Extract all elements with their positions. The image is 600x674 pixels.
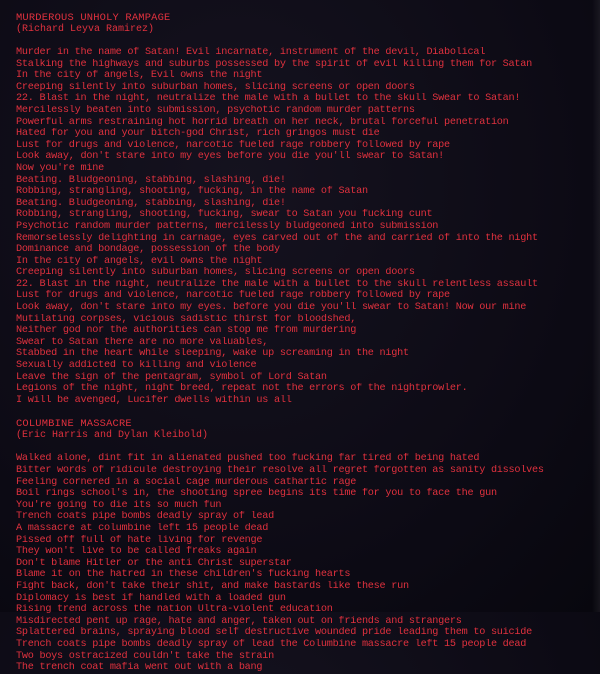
lyric-line: Splattered brains, spraying blood self destructive wounded pride leading them to suicide [16,627,532,639]
song-title: MURDEROUS UNHOLY RAMPAGE [16,12,171,24]
lyric-line: In the city of angels, evil owns the night [16,255,263,267]
lyric-line: Diplomacy is best if handled with a loaded gun [16,592,286,604]
lyric-line: Blame it on the hatred in these children's fucking hearts [16,569,351,581]
lyric-line: Robbing, strangling, shooting, fucking, swear to Satan you fucking cunt [16,209,433,221]
lyric-line: Stabbed in the heart while sleeping, wake up screaming in the night [16,348,409,360]
lyric-line: Leave the sign of the pentagram, symbol of Lord Satan [16,371,327,383]
lyric-line: Swear to Satan there are no more valuables, [16,336,269,348]
lyric-line: Two boys ostracized couldn't take the strain [16,650,274,662]
lyric-line: Dominance and bondage, possession of the body [16,244,280,256]
lyric-line: Boil rings school's in, the shooting spree begins its time for you to face the gun [16,488,497,500]
lyric-line: Powerful arms restraining hot horrid breath on her neck, brutal forceful penetration [16,116,509,128]
lyric-line: I will be avenged, Lucifer dwells within us all [16,394,292,406]
lyric-line: Neither god nor the authorities can stop me from murdering [16,325,357,337]
lyric-line: Hated for you and your bitch-god Christ, rich gringos must die [16,128,380,140]
lyric-line: Legions of the night, night breed, repeat not the errors of the nightprowler. [16,383,468,395]
lyric-line: 22. Blast in the night, neutralize the male with a bullet to the skull relentless assault [16,278,538,290]
lyric-line: Lust for drugs and violence, narcotic fueled rage robbery followed by rape [16,139,450,151]
lyric-line: Look away, don't stare into my eyes before you die you'll swear to Satan! [16,151,445,163]
lyric-line: Rising trend across the nation Ultra-violent education [16,604,333,616]
lyric-line: Beating. Bludgeoning, stabbing, slashing, die! [16,197,286,209]
lyric-line: Remorselessly delighting in carnage, eyes carved out of the and carried of into the night [16,232,538,244]
lyric-line: Robbing, strangling, shooting, fucking, in the name of Satan [16,186,368,198]
booklet-crease [592,0,600,612]
lyric-line: A massacre at columbine left 15 people dead [16,522,269,534]
lyric-line: Mercilessly beaten into submission, psychotic random murder patterns [16,104,415,116]
lyric-line: Mutilating corpses, vicious sadistic thirst for bloodshed, [16,313,357,325]
lyrics-list [16,47,591,406]
lyric-line: Misdirected pent up rage, hate and anger, taken out on friends and strangers [16,615,462,627]
lyrics-page [16,12,591,674]
lyric-line: Now you're mine [16,162,104,174]
lyric-line: Look away, don't stare into my eyes. before you die you'll swear to Satan! Now our mine [16,302,527,314]
lyric-line: Murder in the name of Satan! Evil incarnate, instrument of the devil, Diabolical [16,47,486,58]
lyric-line: Stalking the highways and suburbs possessed by the spirit of evil killing them for Satan [16,58,532,70]
lyric-line: Bitter words of ridicule destroying their resolve all regret forgotten as sanity dissolves [16,465,544,476]
lyric-line: Feeling cornered in a social cage murderous cathartic rage [16,476,357,488]
lyric-line: Trench coats pipe bombs deadly spray of lead the Columbine massacre left 15 people dead [16,638,527,650]
lyric-line: They won't live to be called freaks again [16,546,257,558]
lyric-line: Lust for drugs and violence, narcotic fueled rage robbery followed by rape [16,290,450,302]
lyric-line: Beating. Bludgeoning, stabbing, slashing, die! [16,174,286,186]
song-author: (Richard Leyva Ramirez) [16,24,155,35]
lyric-line: Trench coats pipe bombs deadly spray of lead [16,511,274,523]
lyric-line: Pissed off full of hate living for revenge [16,534,263,546]
lyrics-list [16,453,591,673]
lyric-line: Psychotic random murder patterns, mercilessly bludgeoned into submission [16,220,439,232]
lyric-line: 22. Blast in the night, neutralize the male with a bullet to the skull Swear to Satan! [16,93,521,105]
lyric-line: Sexually addicted to killing and violence [16,360,257,372]
lyric-line: In the city of angels, Evil owns the night [16,70,263,82]
lyric-line: The trench coat mafia went out with a bang [16,662,263,674]
lyric-line: Fight back, don't take their shit, and make bastards like these run [16,580,409,592]
song-author: (Eric Harris and Dylan Kleibold) [16,430,209,442]
lyric-line: Creeping silently into suburban homes, slicing screens or open doors [16,267,415,279]
song-columbine-massacre [16,418,591,673]
lyric-line: Creeping silently into suburban homes, slicing screens or open doors [16,81,415,93]
lyric-line: You're going to die its so much fun [16,499,222,511]
lyric-line: Don't blame Hitler or the anti Christ superstar [16,557,292,569]
lyric-line: Walked alone, dint fit in alienated pushed too fucking far tired of being hated [16,453,480,465]
song-title: COLUMBINE MASSACRE [16,418,132,431]
song-murderous-unholy-rampage [16,12,591,406]
